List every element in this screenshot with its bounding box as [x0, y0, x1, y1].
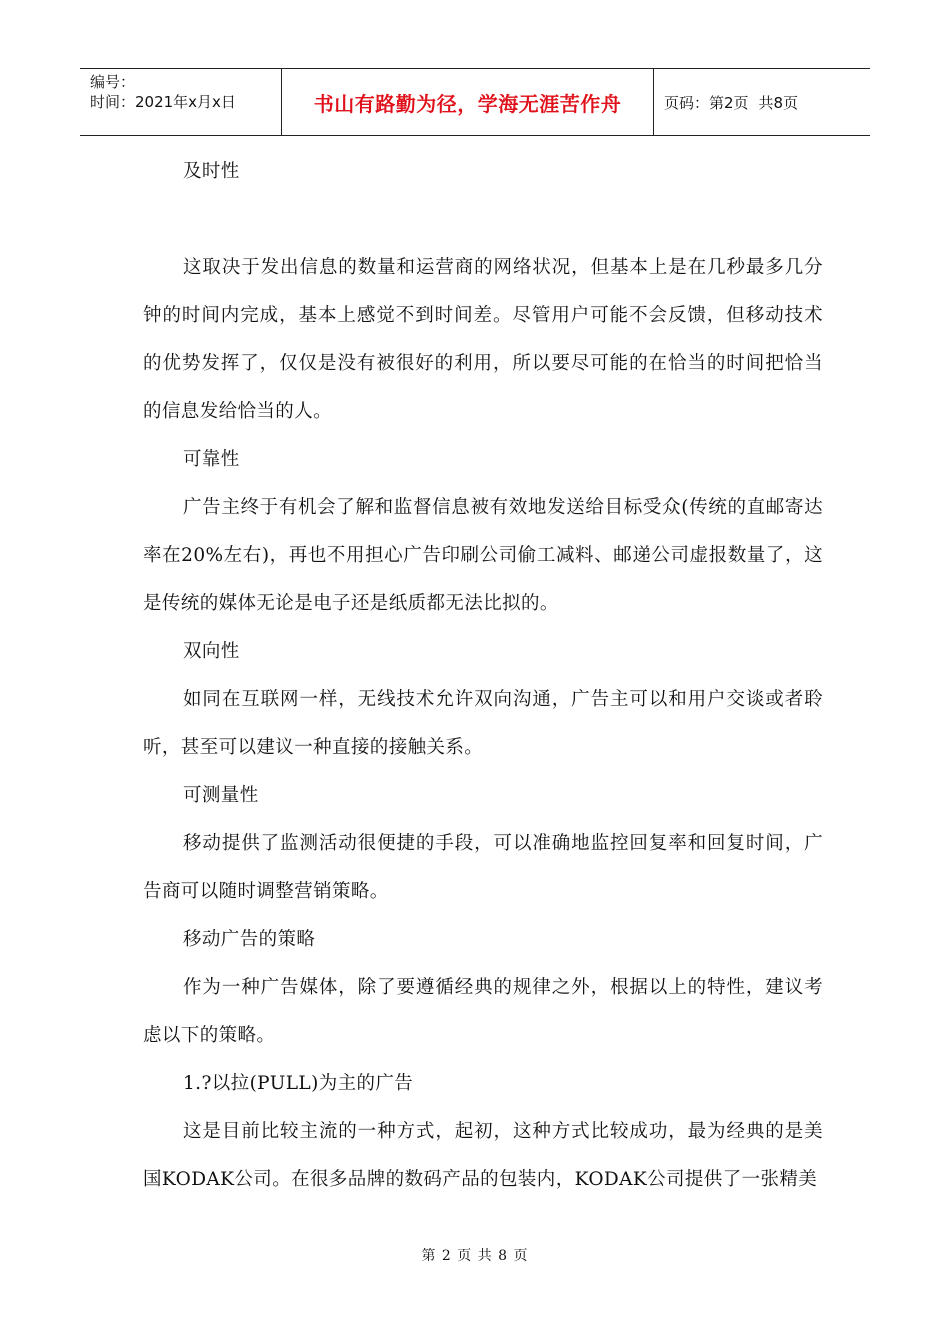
header-page-info	[654, 69, 870, 135]
document-body	[143, 148, 823, 1204]
paragraph-timeliness: 这取决于发出信息的数量和运营商的网络状况，但基本上是在几秒最多几分钟的时间内完成，基本上感觉不到时间差。尽管用户可能不会反馈，但移动技术的优势发挥了，仅仅是没有被很好的利用，所以要尽可能的在恰当的时间把恰当的信息发给恰当的人。	[143, 257, 823, 422]
paragraph-reliability: 广告主终于有机会了解和监督信息被有效地发送给目标受众(传统的直邮寄达率在20%左右)，再也不用担心广告印刷公司偷工减料、邮递公司虚报数量了，这是传统的媒体无论是电子还是纸质都无法比拟的。	[143, 497, 823, 614]
header-page-total: 共8页	[758, 93, 799, 112]
heading-reliability: 可靠性	[183, 449, 240, 470]
heading-two-way: 双向性	[183, 641, 240, 662]
document-number: 编号：	[90, 73, 136, 91]
paragraph-measurability: 移动提供了监测活动很便捷的手段，可以准确地监控回复率和回复时间，广告商可以随时调整营销策略。	[143, 833, 823, 902]
page-header	[80, 68, 870, 136]
paragraph-strategy: 作为一种广告媒体，除了要遵循经典的规律之外，根据以上的特性，建议考虑以下的策略。	[143, 977, 823, 1046]
paragraph-two-way: 如同在互联网一样，无线技术允许双向沟通，广告主可以和用户交谈或者聆听，甚至可以建议一种直接的接触关系。	[143, 689, 823, 758]
header-page-number: 页码：第2页	[664, 93, 749, 112]
header-meta	[80, 69, 282, 135]
paragraph-pull-ads: 这是目前比较主流的一种方式，起初，这种方式比较成功，最为经典的是美国KODAK公司。在很多品牌的数码产品的包装内，KODAK公司提供了一张精美	[143, 1121, 823, 1190]
document-date: 时间：2021年x月x日	[90, 93, 236, 111]
page-footer: 第 2 页 共 8 页	[421, 1248, 529, 1264]
header-motto: 书山有路勤为径，学海无涯苦作舟	[282, 69, 654, 135]
heading-pull-ads: 1.?以拉(PULL)为主的广告	[183, 1073, 414, 1094]
heading-strategy: 移动广告的策略	[183, 929, 316, 950]
heading-timeliness: 及时性	[183, 161, 240, 182]
heading-measurability: 可测量性	[183, 785, 259, 806]
